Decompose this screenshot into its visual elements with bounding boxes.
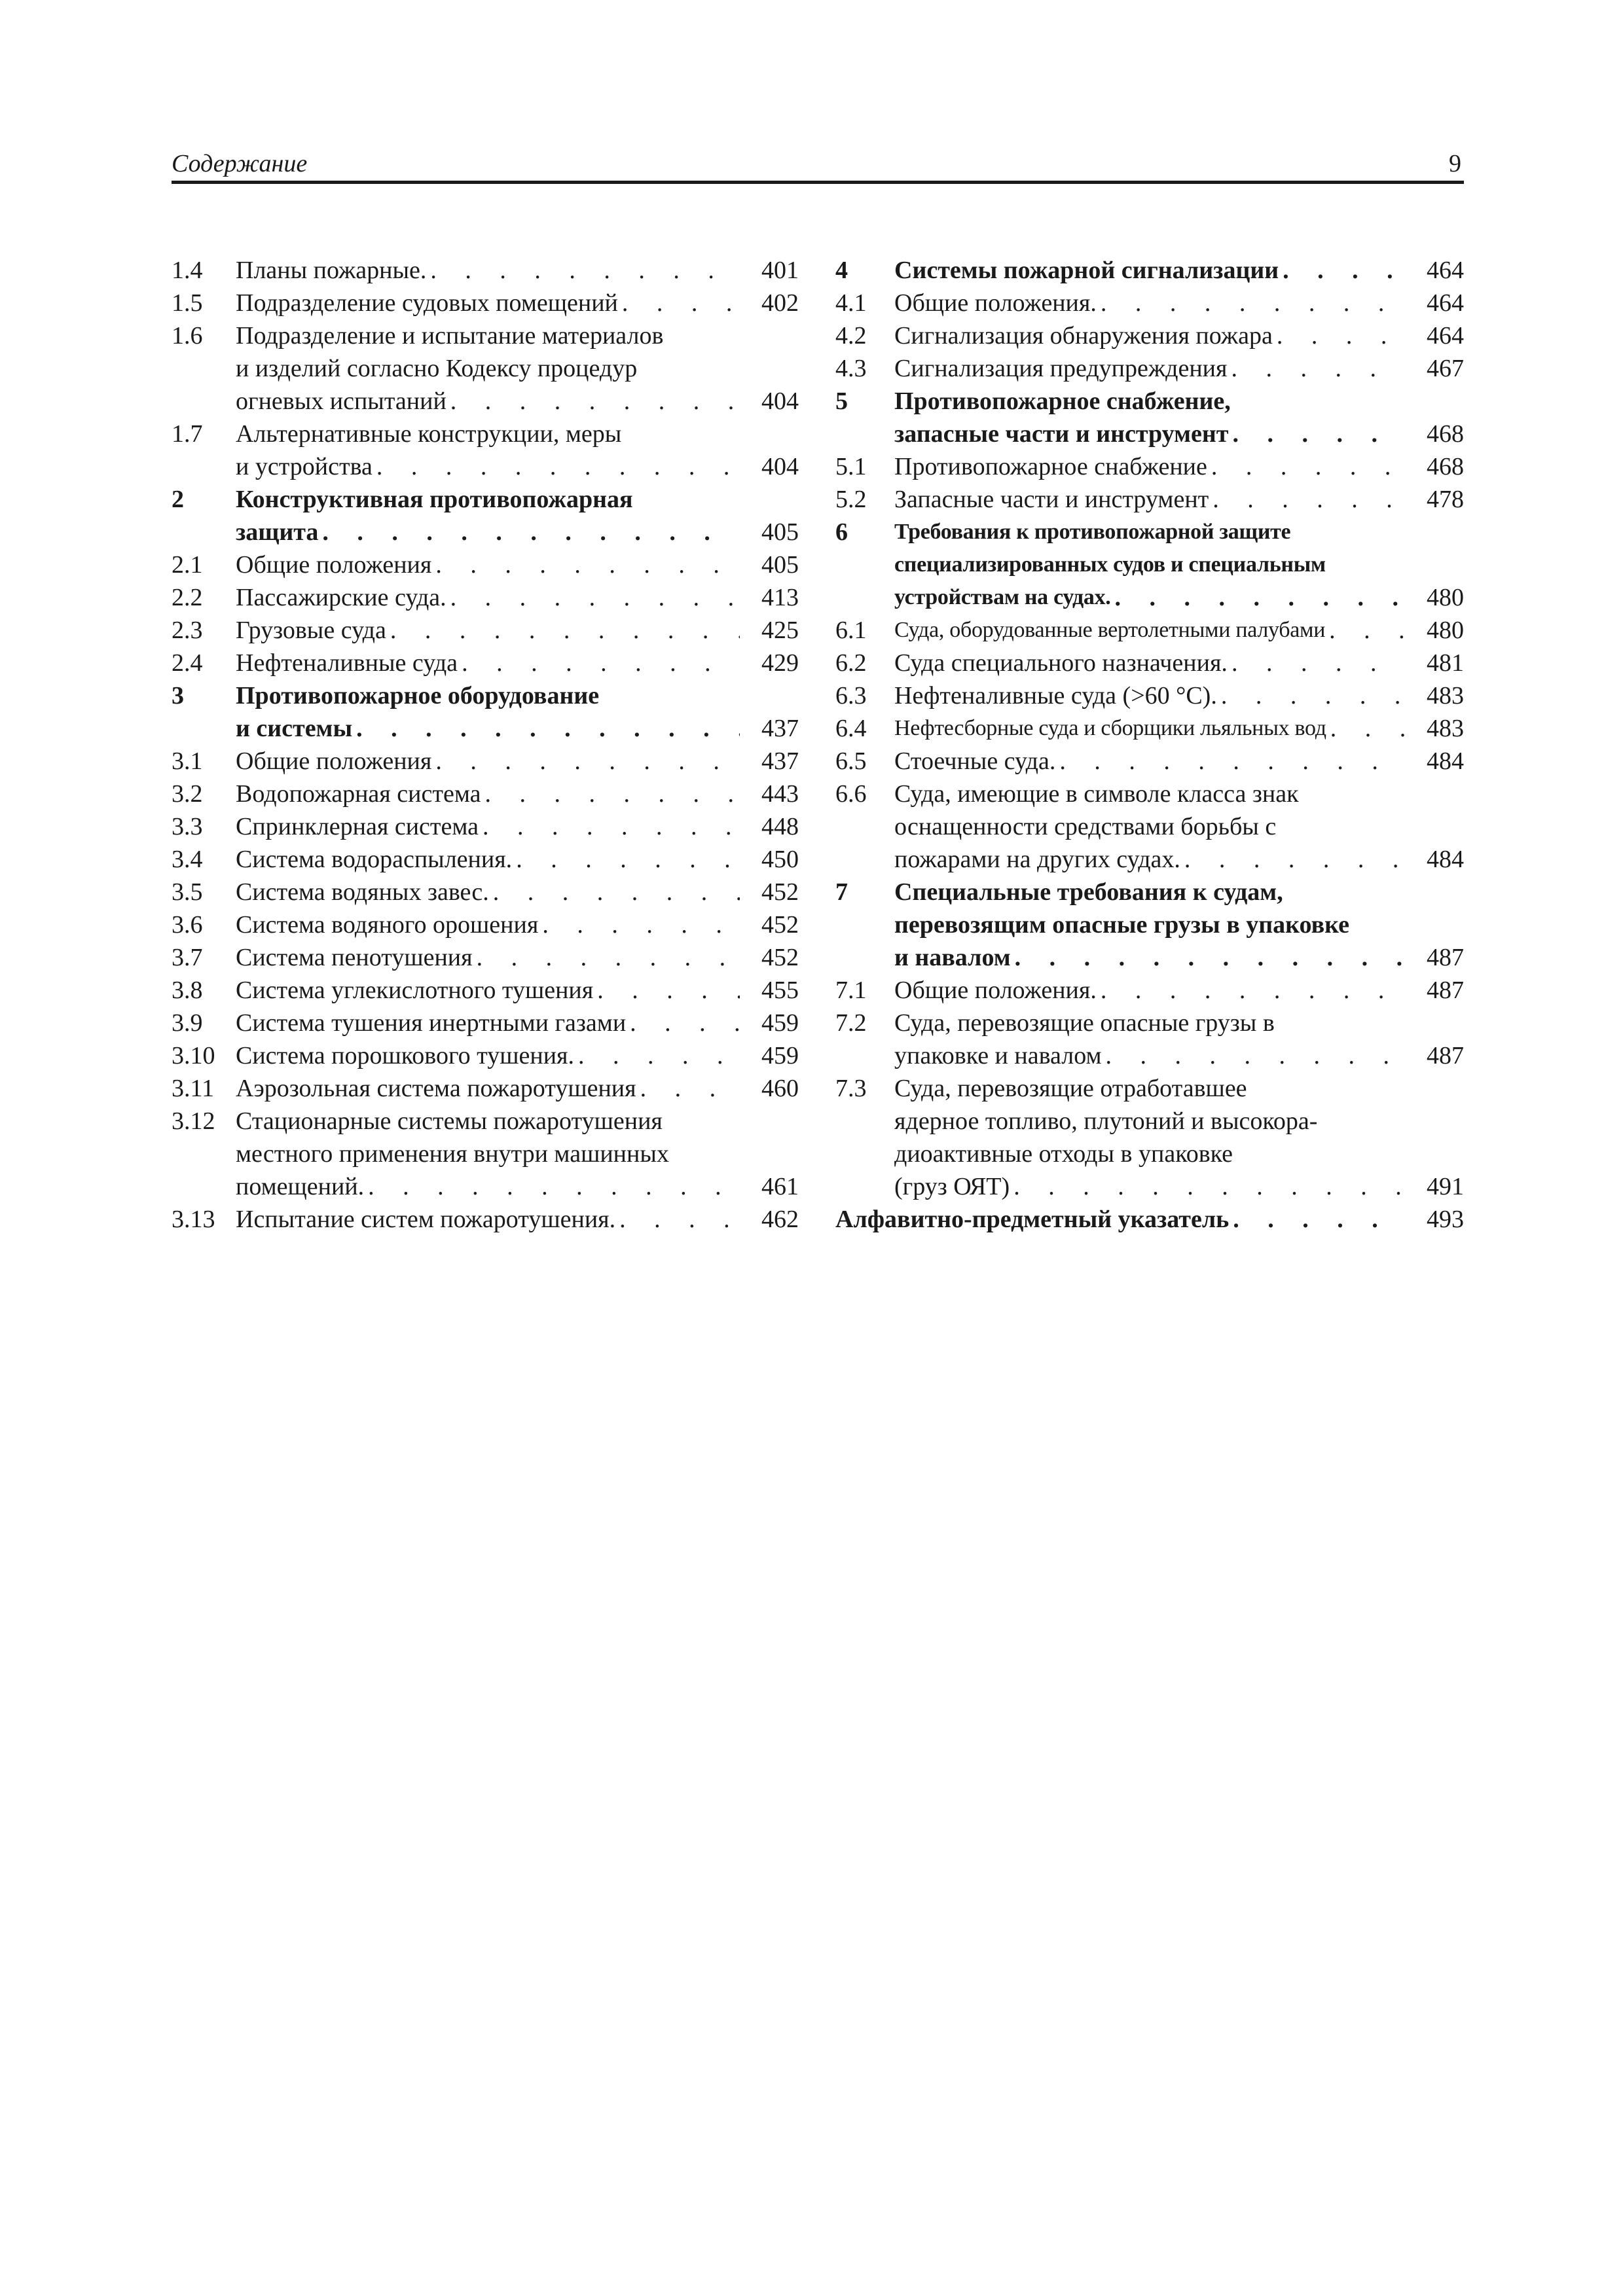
running-header-title: Содержание [172,150,308,177]
toc-entry-page: 480 [1427,584,1464,611]
toc-entry[interactable] [835,614,1464,647]
toc-entry-title: Система водяного орошения [236,911,539,939]
toc-entry-page: 481 [1427,649,1464,677]
toc-entry-page: 452 [761,878,799,906]
toc-entry[interactable] [172,254,799,287]
toc-entry-number: 2.2 [172,584,203,611]
toc-entry[interactable] [172,1105,799,1203]
leader-dots [1011,941,1405,974]
toc-entry-title: Стоечные суда. [894,747,1056,775]
toc-entry[interactable] [835,647,1464,679]
toc-entry-title: Системы пожарной сигнализации [894,257,1279,284]
toc-entry[interactable] [172,581,799,614]
toc-entry-title: Система пенотушения [236,944,473,971]
toc-entry-number: 1.6 [172,322,203,350]
toc-entry-page: 464 [1427,257,1464,284]
toc-entry-number: 2.3 [172,617,203,644]
leader-dots [618,287,740,319]
toc-entry-title: защита [236,518,319,546]
toc-entry-title: Противопожарное снабжение [894,453,1207,480]
leader-dots [1217,679,1405,712]
toc-entry-page: 437 [761,747,799,775]
toc-entry-page: 437 [761,715,799,742]
toc-entry-page: 448 [761,813,799,840]
toc-entry[interactable] [172,778,799,810]
leader-dots [1110,581,1405,614]
toc-entry[interactable] [835,385,1464,450]
toc-entry-page: 452 [761,911,799,939]
toc-entry-page: 429 [761,649,799,677]
toc-entry-title: и устройства [236,453,373,480]
leader-dots [352,712,740,745]
toc-entry[interactable] [172,614,799,647]
toc-entry-page: 468 [1427,420,1464,448]
toc-entry[interactable] [835,516,1464,614]
toc-entry[interactable] [172,745,799,778]
toc-entry-title: и системы [236,715,353,742]
toc-entry-title: Система порошкового тушения. [236,1042,575,1069]
leader-dots [458,647,740,679]
toc-entry-title: помещений. [236,1173,365,1200]
leader-dots [473,941,740,974]
toc-entry[interactable] [835,1007,1464,1072]
leader-dots [447,581,740,614]
toc-entry-page: 402 [761,289,799,317]
toc-entry-page: 404 [761,387,799,415]
leader-dots [1229,1203,1405,1236]
toc-entry-page: 468 [1427,453,1464,480]
leader-dots [1102,1039,1405,1072]
toc-entry-number: 4.2 [835,322,867,350]
toc-entry-page: 487 [1427,1042,1464,1069]
toc-entry-title: пожарами на других судах. [894,846,1180,873]
toc-entry-title: оснащенности средствами борьбы с [894,813,1277,840]
leader-dots [626,1007,740,1039]
toc-entry-number: 3.12 [172,1107,215,1135]
toc-entry-number: 3.5 [172,878,203,906]
toc-entry-number: 1.5 [172,289,203,317]
toc-entry[interactable] [835,876,1464,974]
toc-entry[interactable] [835,745,1464,778]
toc-entry-number: 4 [835,257,848,284]
toc-entry[interactable] [835,450,1464,483]
toc-entry-title: Сигнализация обнаружения пожара [894,322,1273,350]
toc-entry-number: 5 [835,387,848,415]
leader-dots [1279,254,1405,287]
toc-entry-number: 1.4 [172,257,203,284]
toc-entry-page: 484 [1427,846,1464,873]
toc-entry-number: 7.3 [835,1075,867,1102]
leader-dots [512,843,740,876]
toc-entry-page: 459 [761,1009,799,1037]
leader-dots [373,450,740,483]
toc-entry-page: 464 [1427,322,1464,350]
toc-entry-title: (груз ОЯТ) [894,1173,1010,1200]
leader-dots [538,908,740,941]
toc-entry-title: Система углекислотного тушения [236,977,594,1004]
toc-entry-title: Планы пожарные. [236,257,427,284]
toc-entry-title: Противопожарное оборудование [236,682,600,709]
toc-entry-page: 487 [1427,977,1464,1004]
toc-entry-number: 3.6 [172,911,203,939]
toc-entry-number: 3.4 [172,846,203,873]
toc-entry-title: Пассажирские суда. [236,584,447,611]
toc-entry[interactable] [835,254,1464,287]
toc-entry-title: Система водораспыления. [236,846,513,873]
toc-entry-number: 7 [835,878,848,906]
leader-dots [1228,647,1405,679]
leader-dots [481,778,740,810]
toc-entry-title: Противопожарное снабжение, [894,387,1231,415]
toc-entry-page: 478 [1427,486,1464,513]
toc-entry[interactable] [172,548,799,581]
toc-left-column [172,254,799,1236]
leader-dots [431,548,740,581]
leader-dots [615,1203,740,1236]
toc-entry-number: 3.3 [172,813,203,840]
toc-entry-page: 413 [761,584,799,611]
toc-entry-number: 4.1 [835,289,867,317]
toc-entry-title: специализированных судов и специальным [894,552,1326,577]
page-number: 9 [1449,150,1461,177]
toc-entry-page: 462 [761,1206,799,1233]
toc-entry-number: 4.3 [835,355,867,382]
leader-dots [1325,614,1405,647]
toc-entry-title: запасные части и инструмент [894,420,1229,448]
toc-entry-title: Суда, оборудованные вертолетными палубами [894,618,1326,642]
toc-entry-title: Система тушения инертными газами [236,1009,627,1037]
toc-entry[interactable] [172,1039,799,1072]
leader-dots [386,614,740,647]
toc-entry[interactable] [835,712,1464,745]
toc-entry-number: 2.4 [172,649,203,677]
toc-entry-title: устройствам на судах. [894,585,1111,609]
toc-entry-number: 5.1 [835,453,867,480]
leader-dots [1326,712,1405,745]
toc-entry-page: 484 [1427,747,1464,775]
leader-dots [1228,418,1405,450]
toc-entry-title: Суда, перевозящие отработавшее [894,1075,1247,1102]
leader-dots [489,876,740,908]
toc-entry-number: 3.13 [172,1206,215,1233]
toc-entry-title: Запасные части и инструмент [894,486,1209,513]
toc-entry-number: 3.2 [172,780,203,808]
toc-entry[interactable] [835,287,1464,319]
leader-dots [1097,974,1405,1007]
toc-entry-number: 6.6 [835,780,867,808]
toc-entry-page: 459 [761,1042,799,1069]
leader-dots [636,1072,740,1105]
toc-entry-number: 6.3 [835,682,867,709]
toc-entry-title: упаковке и навалом [894,1042,1102,1069]
toc-entry[interactable] [172,908,799,941]
toc-entry-title: Подразделение судовых помещений [236,289,618,317]
toc-entry-title: перевозящим опасные грузы в упаковке [894,911,1349,939]
toc-entry-page: 460 [761,1075,799,1102]
toc-entry-number: 3 [172,682,184,709]
toc-entry[interactable] [835,679,1464,712]
toc-entry-page: 401 [761,257,799,284]
toc-entry-page: 493 [1427,1206,1464,1233]
leader-dots [1207,450,1405,483]
toc-entry-title: Суда, перевозящие опасные грузы в [894,1009,1275,1037]
toc-entry-title: Общие положения [236,747,432,775]
leader-dots [364,1170,740,1203]
toc-entry[interactable] [172,287,799,319]
toc-entry[interactable] [835,1072,1464,1203]
toc-entry-number: 3.1 [172,747,203,775]
toc-entry-title: Требования к противопожарной защите [894,520,1291,544]
toc-entry[interactable] [172,483,799,548]
toc-entry-title: местного применения внутри машинных [236,1140,669,1168]
toc-entry-title: ядерное топливо, плутоний и высокора- [894,1107,1318,1135]
toc-entry[interactable] [835,319,1464,352]
toc-entry-title: огневых испытаний [236,387,447,415]
toc-entry-title: Нефтесборные суда и сборщики льяльных вод [894,716,1326,740]
toc-entry-page: 491 [1427,1173,1464,1200]
toc-entry-title: Конструктивная противопожарная [236,486,633,513]
toc-entry-title: Суда специального назначения. [894,649,1228,677]
toc-entry[interactable] [172,876,799,908]
toc-entry-title: Грузовые суда [236,617,386,644]
leader-dots [1209,483,1405,516]
toc-entry[interactable] [172,647,799,679]
toc-entry[interactable] [172,1203,799,1236]
toc-entry-number: 3.10 [172,1042,215,1069]
toc-entry-page: 480 [1427,617,1464,644]
toc-entry[interactable] [835,1203,1464,1236]
toc-entry[interactable] [172,941,799,974]
toc-entry-title: Общие положения. [894,289,1097,317]
leader-dots [1273,319,1405,352]
toc-entry-page: 405 [761,551,799,579]
leader-dots [1055,745,1405,778]
toc-entry-title: Нефтеналивные суда (>60 °C). [894,682,1217,709]
toc-entry[interactable] [172,1072,799,1105]
toc-entry-title: и изделий согласно Кодексу процедур [236,355,638,382]
toc-entry-title: Стационарные системы пожаротушения [236,1107,663,1135]
toc-entry[interactable] [835,778,1464,876]
toc-entry-number: 6.5 [835,747,867,775]
toc-entry-page: 425 [761,617,799,644]
leader-dots [479,810,740,843]
toc-entry-page: 467 [1427,355,1464,382]
toc-entry-page: 461 [761,1173,799,1200]
toc-entry[interactable] [172,679,799,745]
toc-entry-number: 5.2 [835,486,867,513]
toc-entry-number: 3.9 [172,1009,203,1037]
leader-dots [1227,352,1405,385]
toc-entry[interactable] [172,810,799,843]
toc-entry-title: Альтернативные конструкции, меры [236,420,622,448]
toc-entry-title: Аэрозольная система пожаротушения [236,1075,636,1102]
toc-entry-title: Подразделение и испытание материалов [236,322,664,350]
leader-dots [318,516,740,548]
leader-dots [1097,287,1405,319]
toc-entry-title: Специальные требования к судам, [894,878,1283,906]
toc-entry-title: Общие положения. [894,977,1097,1004]
toc-entry-title: Алфавитно-предметный указатель [835,1206,1230,1233]
toc-entry[interactable] [172,843,799,876]
leader-dots [593,974,740,1007]
toc-entry-title: Суда, имеющие в символе класса знак [894,780,1299,808]
toc-entry-title: и навалом [894,944,1011,971]
toc-entry-number: 2 [172,486,184,513]
toc-entry-page: 487 [1427,944,1464,971]
toc-entry-title: Спринклерная система [236,813,479,840]
toc-entry-number: 6.2 [835,649,867,677]
toc-entry-page: 483 [1427,715,1464,742]
toc-entry[interactable] [172,974,799,1007]
leader-dots [574,1039,740,1072]
toc-entry-title: Нефтеналивные суда [236,649,458,677]
toc-entry-title: диоактивные отходы в упаковке [894,1140,1233,1168]
leader-dots [426,254,740,287]
leader-dots [431,745,740,778]
toc-entry-title: Система водяных завес. [236,878,489,906]
toc-entry-title: Испытание систем пожаротушения. [236,1206,616,1233]
toc-right-column [835,254,1464,1236]
toc-entry[interactable] [172,319,799,418]
leader-dots [447,385,740,418]
toc-entry-title: Водопожарная система [236,780,481,808]
toc-entry[interactable] [835,974,1464,1007]
leader-dots [1180,843,1405,876]
toc-entry-title: Общие положения [236,551,432,579]
toc-entry[interactable] [172,1007,799,1039]
toc-entry-number: 1.7 [172,420,203,448]
toc-entry[interactable] [835,352,1464,385]
toc-entry-page: 464 [1427,289,1464,317]
toc-entry-number: 3.11 [172,1075,215,1102]
toc-entry-page: 483 [1427,682,1464,709]
toc-entry-number: 6.4 [835,715,867,742]
toc-entry-number: 6 [835,518,848,546]
toc-entry-number: 7.2 [835,1009,867,1037]
toc-entry[interactable] [172,418,799,483]
toc-entry-number: 2.1 [172,551,203,579]
toc-entry-number: 6.1 [835,617,867,644]
toc-entry-number: 7.1 [835,977,867,1004]
toc-entry-page: 405 [761,518,799,546]
toc-entry-page: 443 [761,780,799,808]
toc-entry-page: 455 [761,977,799,1004]
toc-entry-title: Сигнализация предупреждения [894,355,1228,382]
toc-entry-number: 3.7 [172,944,203,971]
running-header [172,144,1464,184]
toc-entry-page: 450 [761,846,799,873]
toc-entry-page: 452 [761,944,799,971]
leader-dots [1010,1170,1405,1203]
toc-entry[interactable] [835,483,1464,516]
toc-entry-number: 3.8 [172,977,203,1004]
toc-entry-page: 404 [761,453,799,480]
